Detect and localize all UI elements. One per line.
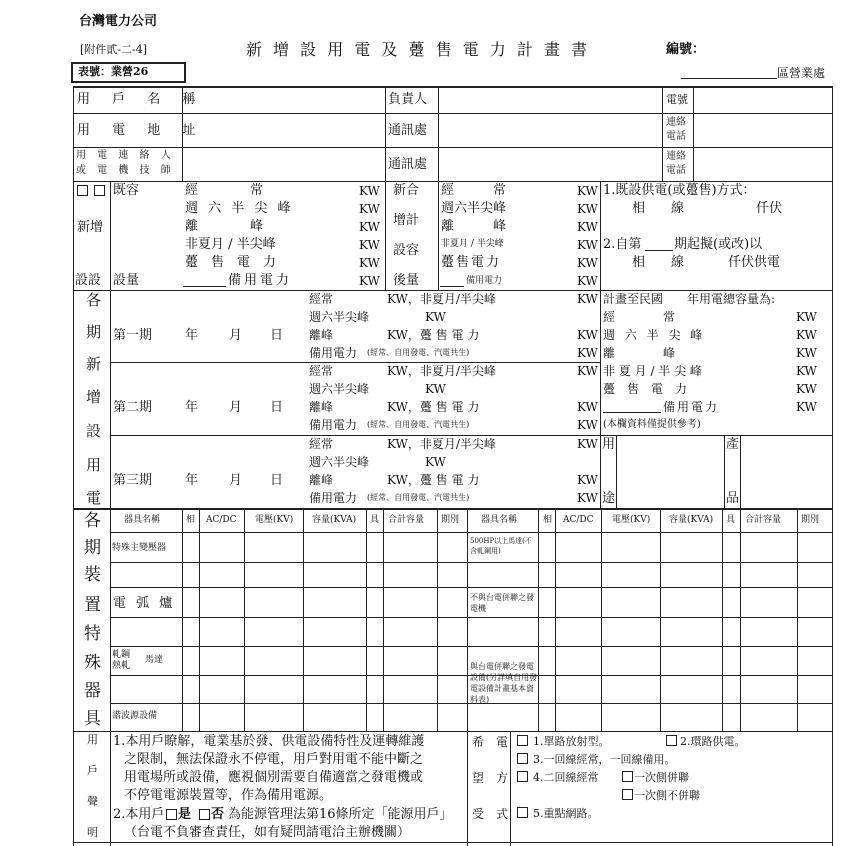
mail-address-label-1: 通訊處	[388, 123, 428, 138]
equip-side-label: 各	[84, 511, 101, 531]
p1-off-peak: 離峰	[309, 328, 334, 342]
contact-person-label-1: 用 電 連 絡 人	[76, 150, 175, 161]
kv-unit-1: 仟伏	[756, 201, 783, 216]
equip-side-label: 具	[84, 709, 101, 729]
plan-title: 計畫至民國 年用電總容量為:	[603, 292, 776, 306]
office-suffix: 區營業處	[777, 66, 826, 80]
kw-unit: KW	[359, 238, 380, 252]
cap-item-reserve: 備用電力	[228, 273, 293, 288]
periods-side-label: 用	[86, 456, 102, 474]
kw-unit: KW	[577, 400, 598, 414]
periods-side-label: 各	[86, 291, 102, 309]
plan-reserve: 備用電力	[663, 400, 720, 414]
equip-side-label: 裝	[84, 565, 101, 585]
kw-unit: KW	[359, 184, 380, 198]
col-header-count: 具	[726, 515, 736, 525]
opt-spot-network-label: 5.重點網路。	[533, 807, 599, 820]
periods-side-label: 新	[86, 355, 102, 373]
note-2-text: 為能源管理法第16條所定「能源用戶」	[228, 807, 453, 822]
equip-side-label: 器	[84, 681, 101, 701]
p2-wholesale: KW，躉 售 電 力	[387, 400, 480, 414]
period-2-label: 第二期	[113, 400, 153, 415]
note-1-line-2: 之限制，無法保證永不停電，用戶對用電不能中斷之	[124, 752, 424, 767]
kw-unit: KW	[359, 220, 380, 234]
mail-address-field-2[interactable]	[439, 148, 661, 180]
contact-phone-label-1b: 電話	[666, 131, 686, 142]
total-item-off-peak: 離 峰	[441, 219, 507, 234]
hope-label-1: 希 電	[472, 735, 509, 749]
kw-unit: KW	[577, 328, 598, 342]
phase-line-2: 相 線	[632, 255, 685, 270]
kw-unit: KW	[359, 274, 380, 288]
p1-wholesale: KW，躉 售 電 力	[387, 328, 480, 342]
energy-user-no-label: 否	[211, 807, 225, 822]
elec-no-label: 電號	[666, 93, 688, 106]
periods-side-label: 增	[86, 388, 102, 406]
p1-reserve-note: (經常、自用發電、汽電共生)	[367, 348, 470, 357]
item-rolling-mill: 軋鋼熱軋	[112, 650, 131, 671]
total-item-non-summer: 非夏月 / 半尖峰	[441, 239, 504, 249]
phase-line-1: 相 線	[632, 201, 685, 216]
supply-method-1: 1.既設供電(或躉售)方式：	[603, 183, 756, 198]
company-name: 台灣電力公司	[79, 14, 158, 29]
contact-phone-field-1[interactable]	[694, 114, 831, 146]
p2-reserve-note: (經常、自用發電、汽電共生)	[367, 420, 470, 429]
p3-reserve: 備用電力	[309, 491, 358, 505]
p2-sat-peak: 週六半尖峰	[309, 382, 370, 396]
item-parallel-generator: 與台電併聯之發電設備(另詳填自用發電設備計畫基本資料表)	[470, 662, 538, 704]
cap-item-sat-peak: 週 六 半 尖 峰	[185, 201, 294, 216]
note-2-prefix: 2.本用戶	[113, 807, 165, 822]
day-label: 日	[270, 473, 284, 488]
kw-unit: KW	[796, 328, 817, 342]
kw-unit: KW	[425, 382, 446, 396]
kw-unit: KW	[577, 256, 598, 270]
kw-unit: KW	[425, 455, 446, 469]
col-header-phase: 相	[543, 515, 553, 525]
add-total-label-3: 設容	[393, 243, 420, 258]
col-header-acdc: AC/DC	[563, 515, 594, 525]
notes-side-label: 戶	[87, 764, 98, 777]
mail-address-label-2: 通訊處	[388, 157, 428, 172]
day-label: 日	[270, 328, 284, 343]
item-harmonic-source: 諧波源設備	[112, 711, 158, 721]
period-1-label: 第一期	[113, 328, 153, 343]
opt-loop-checkbox[interactable]	[666, 735, 677, 746]
kw-unit: KW	[577, 346, 598, 360]
item-large-motor: 500HP以上馬達(不含軋鋼用)	[470, 537, 532, 555]
equip-side-label: 置	[84, 595, 101, 615]
contact-phone-field-2[interactable]	[694, 148, 831, 180]
kv-unit-2: 仟伏供電	[728, 255, 781, 270]
product-field[interactable]	[741, 436, 831, 507]
p3-reserve-note: (經常、自用發電、汽電共生)	[367, 493, 470, 502]
col-header-capacity: 容量(KVA)	[312, 515, 357, 525]
item-special-transformer: 特殊主變壓器	[112, 543, 167, 553]
p1-regular: 經常	[309, 292, 334, 306]
month-label: 月	[229, 400, 243, 415]
add-total-label-2: 增計	[393, 213, 420, 228]
equip-side-label: 殊	[84, 653, 101, 673]
col-header-capacity: 容量(KVA)	[669, 515, 714, 525]
opt-radial-label: 1.單路放射型。	[533, 735, 610, 748]
elec-no-field[interactable]	[694, 87, 831, 112]
plan-wholesale: 躉 售 電 力	[603, 382, 688, 396]
kw-unit: KW	[796, 382, 817, 396]
office-underline	[681, 78, 777, 79]
year-label: 年	[185, 400, 199, 415]
amount-label: 設量	[113, 273, 140, 288]
opt-dual-parallel-checkbox[interactable]	[622, 771, 633, 782]
contact-phone-label-2b: 電話	[666, 165, 686, 176]
opt-spot-network-checkbox[interactable]	[517, 807, 528, 818]
product-label-1: 產	[726, 437, 740, 452]
existing-checkbox-1[interactable]	[77, 185, 88, 196]
note-1-line-4: 不停電電源裝置等，作為備用電源。	[124, 788, 333, 803]
product-label-2: 品	[726, 491, 740, 506]
period-3-label: 第三期	[113, 473, 153, 488]
kw-unit: KW	[359, 256, 380, 270]
kw-unit: KW	[577, 491, 598, 505]
col-header-count: 具	[370, 515, 380, 525]
table-left-border	[73, 86, 74, 846]
note-1-line-3: 用電場所或設備，應視個別需要自備適當之發電機或	[124, 770, 424, 785]
set-label: 設設	[75, 273, 102, 288]
contact-person-label-2: 或 電 機 技 師	[76, 165, 175, 176]
col-header-name: 器具名稱	[481, 515, 518, 525]
p2-reserve: 備用電力	[309, 418, 358, 432]
p3-wholesale: KW，躉 售 電 力	[387, 473, 480, 487]
existing-label: 既容	[113, 183, 140, 198]
use-label: 用	[602, 437, 616, 452]
serial-label: 編號：	[666, 42, 706, 57]
plan-note: (本欄資料僅提供參考)	[603, 419, 701, 430]
kw-unit: KW	[425, 310, 446, 324]
p3-sat-peak: 週六半尖峰	[309, 455, 370, 469]
use-field[interactable]	[617, 436, 723, 507]
month-label: 月	[229, 473, 243, 488]
form-title: 新 增 設 用 電 及 躉 售 電 力 計 畫 書	[246, 40, 591, 59]
address-label: 用 電 地 址	[77, 123, 205, 138]
opt-dual-checkbox[interactable]	[517, 771, 528, 782]
kw-unit: KW	[577, 473, 598, 487]
total-item-wholesale: 躉售電力	[441, 255, 502, 270]
note-2-disclaimer: （台電不負審查責任，如有疑問請電洽主辦機關）	[124, 825, 411, 840]
kw-unit: KW	[577, 238, 598, 252]
contact-phone-label-2a: 連絡	[666, 151, 686, 162]
add-total-label-1: 新合	[393, 183, 420, 198]
periods-side-label: 設	[86, 422, 102, 440]
equip-side-label: 期	[84, 538, 101, 558]
p3-regular: 經常	[309, 437, 334, 451]
user-name-label: 用 戶 名 稱	[77, 92, 205, 107]
total-item-sat-peak: 週六半尖峰	[441, 201, 507, 216]
energy-user-yes-checkbox[interactable]	[166, 809, 177, 820]
p2-off-peak: 離峰	[309, 400, 334, 414]
p2-non-summer: KW，非夏月/半尖峰	[387, 364, 496, 378]
p3-off-peak: 離峰	[309, 473, 334, 487]
energy-user-yes-label: 是	[178, 807, 192, 822]
opt-dual-label: 4.二回線經常	[533, 771, 599, 784]
item-motor: 馬達	[145, 655, 164, 665]
kw-unit: KW	[577, 292, 598, 306]
periods-side-label: 電	[86, 489, 102, 507]
col-header-total: 合計容量	[745, 515, 782, 525]
kw-unit: KW	[359, 202, 380, 216]
p3-non-summer: KW，非夏月/半尖峰	[387, 437, 496, 451]
opt-dual-nonparallel-checkbox[interactable]	[622, 789, 633, 800]
periods-side-label: 期	[86, 323, 102, 341]
opt-backup-checkbox[interactable]	[517, 753, 528, 764]
p1-non-summer: KW，非夏月/半尖峰	[387, 292, 496, 306]
kw-unit: KW	[577, 202, 598, 216]
cap-item-off-peak: 離 峰	[185, 219, 264, 234]
col-header-total: 合計容量	[388, 515, 425, 525]
p1-sat-peak: 週六半尖峰	[309, 310, 370, 324]
table-right-border	[832, 86, 833, 846]
notes-side-label: 用	[87, 733, 98, 746]
kw-unit: KW	[577, 220, 598, 234]
opt-loop-label: 2.環路供電。	[680, 735, 746, 748]
total-item-reserve: 備用電力	[466, 276, 503, 286]
col-header-phase: 相	[186, 515, 196, 525]
contact-phone-label-1a: 連絡	[666, 117, 686, 128]
add-total-label-4: 後量	[393, 273, 420, 288]
p2-regular: 經常	[309, 364, 334, 378]
total-item-regular: 經 常	[441, 183, 507, 198]
opt-dual-parallel-label: 一次側併聯	[634, 771, 689, 784]
way-label: 途	[602, 491, 616, 506]
item-independent-generator: 不與台電併聯之發電機	[470, 593, 534, 613]
opt-radial-checkbox[interactable]	[517, 735, 528, 746]
hope-label-2: 望 方	[472, 771, 509, 785]
opt-dual-nonparallel-label: 一次側不併聯	[634, 789, 700, 802]
responsible-label: 負責人	[388, 92, 428, 107]
p1-reserve: 備用電力	[309, 346, 358, 360]
notes-side-label: 聲	[87, 795, 98, 808]
plan-sat-peak: 週 六 半 尖 峰	[603, 328, 706, 342]
kw-unit: KW	[796, 346, 817, 360]
kw-unit: KW	[577, 184, 598, 198]
kw-unit: KW	[577, 437, 598, 451]
col-header-period: 期別	[801, 515, 820, 525]
supply-method-2b: 期起擬(或改)以	[674, 237, 763, 252]
plan-non-summer: 非 夏 月 / 半 尖 峰	[603, 364, 702, 378]
col-header-name: 器具名稱	[124, 515, 161, 525]
attachment-label: [附件貳-二-4]	[80, 43, 148, 56]
kw-unit: KW	[577, 274, 598, 288]
kw-unit: KW	[577, 364, 598, 378]
energy-user-no-checkbox[interactable]	[199, 809, 210, 820]
mail-address-field-1[interactable]	[439, 114, 661, 146]
user-name-field[interactable]	[183, 87, 384, 112]
cap-item-regular: 經 常	[185, 183, 264, 198]
equip-side-label: 特	[84, 624, 101, 644]
notes-side-label: 明	[87, 826, 98, 839]
hope-label-3: 受 式	[472, 807, 509, 821]
address-field[interactable]	[183, 114, 384, 146]
col-header-period: 期別	[441, 515, 460, 525]
col-header-acdc: AC/DC	[206, 515, 237, 525]
month-label: 月	[229, 328, 243, 343]
year-label: 年	[185, 328, 199, 343]
existing-checkbox-2[interactable]	[94, 185, 105, 196]
contact-person-field[interactable]	[183, 148, 384, 180]
cap-item-non-summer: 非夏月 / 半尖峰	[185, 237, 276, 252]
kw-unit: KW	[796, 364, 817, 378]
kw-unit: KW	[796, 310, 817, 324]
responsible-field[interactable]	[439, 87, 661, 112]
item-arc-furnace: 電 弧 爐	[113, 596, 176, 611]
form-number: 表號：業營26	[78, 65, 149, 78]
col-header-voltage: 電壓(KV)	[612, 515, 651, 525]
supply-method-2a: 2.自第	[603, 237, 642, 252]
kw-unit: KW	[577, 418, 598, 432]
plan-off-peak: 離 峰	[603, 346, 676, 360]
day-label: 日	[270, 400, 284, 415]
opt-backup-label: 3.一回線經常，一回線備用。	[533, 753, 676, 766]
kw-unit: KW	[796, 400, 817, 414]
plan-regular: 經 常	[603, 310, 676, 324]
cap-item-wholesale: 躉 售 電 力	[185, 255, 277, 270]
new-label: 新增	[77, 220, 104, 235]
note-1-line-1: 1.本用戶瞭解，電業基於發、供電設備特性及運轉維護	[113, 734, 425, 749]
year-label: 年	[185, 473, 199, 488]
col-header-voltage: 電壓(KV)	[255, 515, 294, 525]
